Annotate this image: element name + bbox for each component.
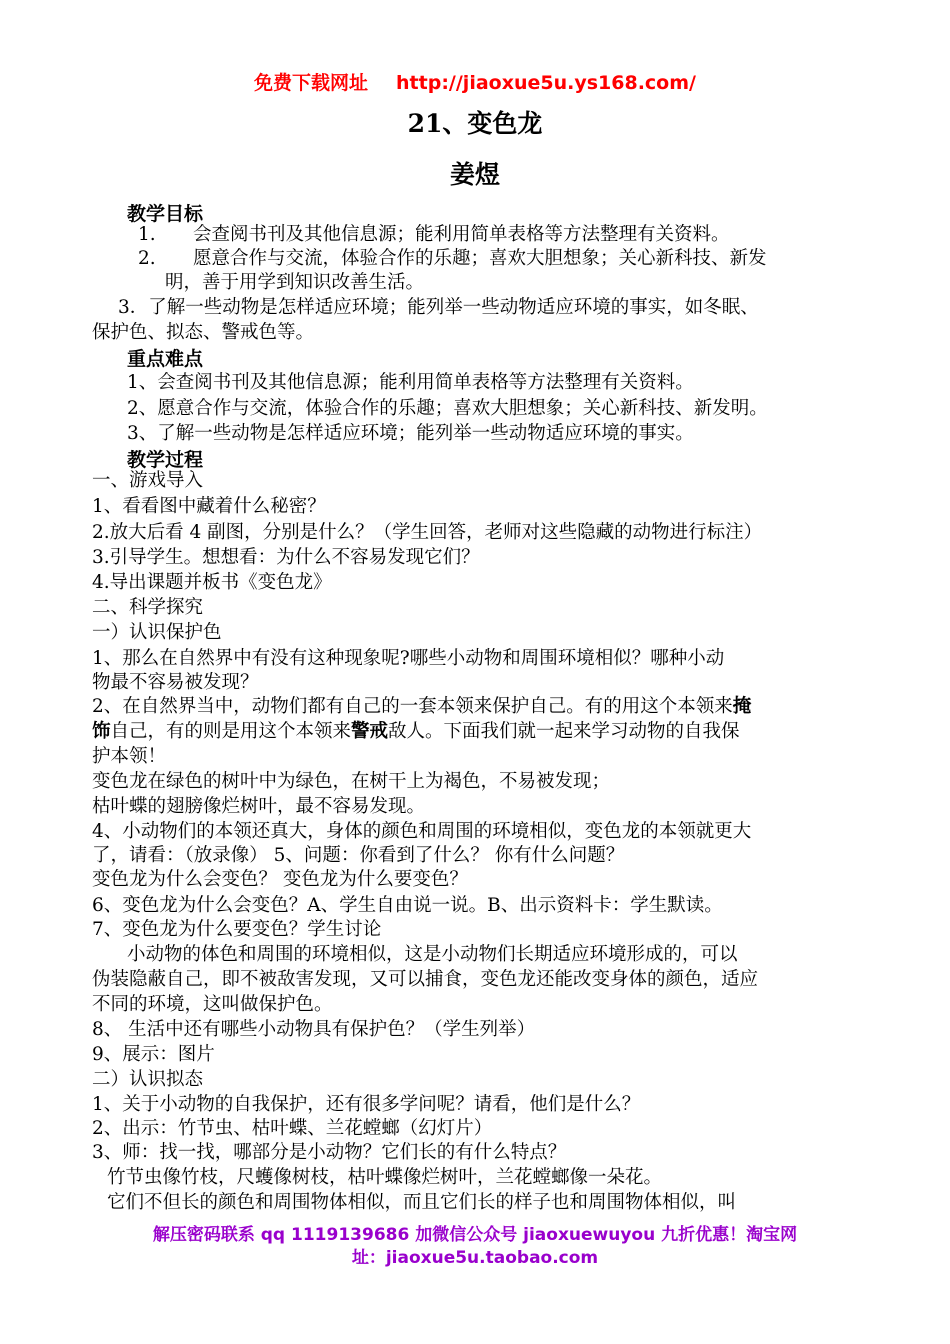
goal-3-line-2: 保护色、拟态、警戒色等。 (92, 322, 315, 343)
process-line: 2、出示：竹节虫、枯叶蝶、兰花螳螂（幻灯片） (92, 1118, 493, 1139)
process-text: 敌人。下面我们就一起来学习动物的自我保 (388, 721, 740, 742)
process-line: 6、变色龙为什么会变色？A、学生自由说一说。B、出示资料卡：学生默读。 (92, 895, 723, 916)
process-text: 自己，有的则是用这个本领来 (110, 721, 352, 742)
process-line: 2.放大后看 4 副图，分别是什么？（学生回答，老师对这些隐藏的动物进行标注） (92, 522, 763, 543)
process-line: 它们不但长的颜色和周围物体相似，而且它们长的样子也和周围物体相似，叫 (107, 1192, 737, 1213)
bold-keyword-conceal-end: 饰 (92, 721, 111, 742)
process-line: 9、展示：图片 (92, 1044, 215, 1065)
process-line (92, 719, 740, 745)
lesson-title: 21、变色龙 (407, 109, 543, 138)
process-line: 一、游戏导入 (92, 470, 204, 491)
process-line: 变色龙在绿色的树叶中为绿色，在树干上为褐色，不易被发现； (92, 771, 611, 792)
goal-text: 愿意合作与交流，体验合作的乐趣；喜欢大胆想象；关心新科技、新发 (193, 248, 767, 269)
download-url-link[interactable]: http://jiaoxue5u.ys168.com/ (396, 72, 696, 94)
process-line: 二）认识拟态 (92, 1069, 204, 1090)
process-line: 了，请看：（放录像） 5、问题：你看到了什么？ 你有什么问题？ (92, 845, 625, 866)
section-heading-goals: 教学目标 (127, 203, 204, 225)
author-name: 姜煜 (449, 160, 500, 189)
process-line: 3.引导学生。想想看：为什么不容易发现它们？ (92, 547, 480, 568)
process-line: 1、看看图中藏着什么秘密？ (92, 496, 326, 517)
process-line: 竹节虫像竹枝，尺蠖像树枝，枯叶蝶像烂树叶，兰花螳螂像一朵花。 (107, 1167, 663, 1188)
process-line: 小动物的体色和周围的环境相似，这是小动物们长期适应环境形成的，可以 (127, 944, 738, 965)
process-line: 伪装隐蔽自己，即不被敌害发现，又可以捕食，变色龙还能改变身体的颜色，适应 (92, 969, 759, 990)
process-line: 枯叶蝶的翅膀像烂树叶，最不容易发现。 (92, 796, 426, 817)
download-header (0, 68, 950, 95)
process-line: 1、那么在自然界中有没有这种现象呢?哪些小动物和周围环境相似？哪种小动 (92, 648, 725, 669)
goal-text: 会查阅书刊及其他信息源；能利用简单表格等方法整理有关资料。 (193, 224, 730, 245)
section-heading-key-points: 重点难点 (127, 348, 204, 370)
process-line: 二、科学探究 (92, 597, 204, 618)
process-line (92, 694, 751, 720)
goal-text-continued: 明，善于用学到知识改善生活。 (165, 272, 425, 293)
process-line: 4.导出课题并板书《变色龙》 (92, 572, 332, 593)
bold-keyword-warning: 警戒 (351, 721, 389, 742)
bold-keyword-conceal: 掩 (732, 696, 752, 717)
download-label: 免费下载网址 (254, 72, 369, 94)
goal-3-line-1: 3．了解一些动物是怎样适应环境；能列举一些动物适应环境的事实，如冬眠、 (118, 297, 759, 318)
process-line: 3、师：找一找，哪部分是小动物？它们长的有什么特点？ (92, 1142, 567, 1163)
process-line: 1、关于小动物的自我保护，还有很多学问呢？请看，他们是什么？ (92, 1094, 641, 1115)
process-text: 2、在自然界当中，动物们都有自己的一套本领来保护自己。有的用这个本领来 (92, 696, 733, 717)
key-point: 3、了解一些动物是怎样适应环境；能列举一些动物适应环境的事实。 (127, 423, 694, 444)
footer-taobao-link[interactable]: 址：jiaoxue5u.taobao.com (351, 1248, 599, 1268)
process-line: 护本领！ (92, 746, 167, 767)
process-line: 物最不容易被发现？ (92, 672, 259, 693)
footer-contact-line: 解压密码联系 qq 1119139686 加微信公众号 jiaoxuewuyou 九折优惠！淘宝网 (152, 1225, 798, 1245)
key-point: 2、愿意合作与交流，体验合作的乐趣；喜欢大胆想象；关心新科技、新发明。 (127, 398, 768, 419)
process-line: 变色龙为什么会变色？ 变色龙为什么要变色？ (92, 869, 468, 890)
process-line: 7、变色龙为什么要变色？学生讨论 (92, 919, 382, 940)
process-line: 一）认识保护色 (92, 622, 222, 643)
section-heading-process: 教学过程 (127, 449, 204, 471)
process-line: 4、小动物们的本领还真大，身体的颜色和周围的环境相似，变色龙的本领就更大 (92, 821, 752, 842)
process-line: 不同的环境，这叫做保护色。 (92, 994, 333, 1015)
process-line: 8、 生活中还有哪些小动物具有保护色？（学生列举） (92, 1019, 536, 1040)
key-point: 1、会查阅书刊及其他信息源；能利用简单表格等方法整理有关资料。 (127, 372, 694, 393)
goal-number: 2. (138, 248, 156, 269)
goal-number: 1. (138, 224, 156, 245)
